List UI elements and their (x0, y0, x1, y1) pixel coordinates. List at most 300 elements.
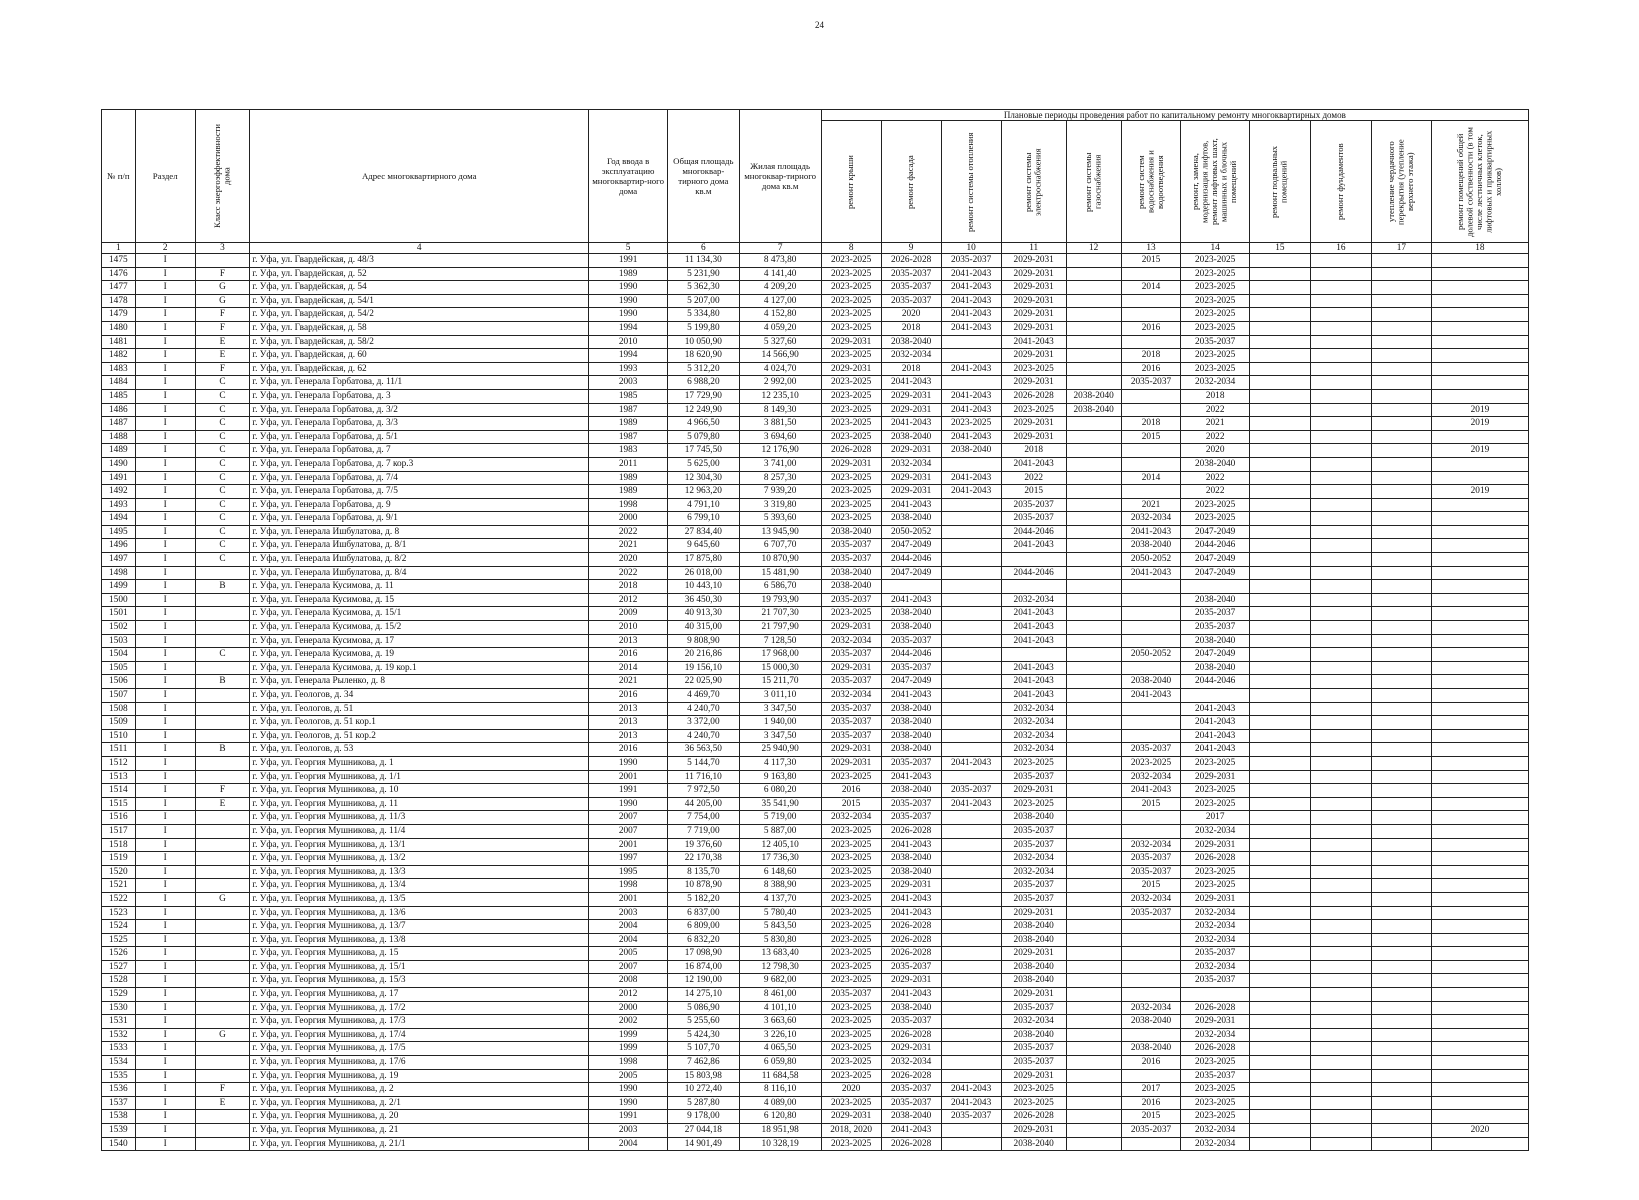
table-cell (1001, 648, 1066, 662)
table-cell: 4 152,80 (739, 308, 821, 322)
table-cell: 2015 (1121, 430, 1181, 444)
table-cell (1121, 1069, 1181, 1083)
table-cell (1066, 892, 1121, 906)
address-cell: г. Уфа, ул. Генерала Горбатова, д. 11/1 (250, 376, 589, 390)
table-cell (1310, 349, 1371, 363)
table-cell: 17 745,50 (668, 444, 740, 458)
table-cell: 1526 (102, 947, 136, 961)
table-cell: 3 011,10 (739, 689, 821, 703)
table-cell: 2035-2037 (821, 648, 881, 662)
address-cell: г. Уфа, ул. Генерала Кусимова, д. 11 (250, 580, 589, 594)
table-cell: 2038-2040 (1001, 920, 1066, 934)
column-number: 2 (135, 243, 195, 254)
table-cell: 2038-2040 (1121, 675, 1181, 689)
table-cell (1249, 1001, 1310, 1015)
table-cell (1431, 1001, 1528, 1015)
table-cell (1371, 770, 1431, 784)
address-cell: г. Уфа, ул. Генерала Горбатова, д. 3 (250, 389, 589, 403)
table-cell: 2029-2031 (1001, 308, 1066, 322)
table-cell (1371, 716, 1431, 730)
table-cell (1066, 335, 1121, 349)
table-cell: 16 874,00 (668, 960, 740, 974)
table-row (102, 865, 1529, 879)
table-cell: 2 992,00 (739, 376, 821, 390)
table-cell: 2001 (589, 770, 668, 784)
table-cell (1066, 1124, 1121, 1138)
table-cell: 2016 (1121, 321, 1181, 335)
table-row (102, 988, 1529, 1002)
table-cell: 9 682,00 (739, 974, 821, 988)
table-cell (1310, 1137, 1371, 1151)
table-cell: 2020 (821, 1083, 881, 1097)
table-cell (195, 729, 250, 743)
table-cell (1431, 335, 1528, 349)
table-cell (1431, 281, 1528, 295)
table-cell (1431, 1028, 1528, 1042)
table-cell (1371, 457, 1431, 471)
table-cell (941, 770, 1001, 784)
table-row (102, 471, 1529, 485)
table-cell (941, 675, 1001, 689)
table-cell: 2016 (821, 784, 881, 798)
table-cell (1431, 512, 1528, 526)
table-cell: 2023-2025 (821, 852, 881, 866)
table-cell: 3 226,10 (739, 1028, 821, 1042)
table-cell: 2035-2037 (881, 1083, 941, 1097)
table-cell: 2032-2034 (1001, 852, 1066, 866)
table-cell (941, 661, 1001, 675)
table-cell (1431, 865, 1528, 879)
table-cell (1371, 1028, 1431, 1042)
table-cell (1371, 689, 1431, 703)
table-cell: 1505 (102, 661, 136, 675)
table-cell: 2035-2037 (1001, 879, 1066, 893)
table-cell: 2015 (1121, 1110, 1181, 1124)
table-cell: 2023-2025 (821, 1015, 881, 1029)
table-cell (1249, 607, 1310, 621)
table-cell (1249, 824, 1310, 838)
table-cell (1066, 988, 1121, 1002)
table-cell (1066, 430, 1121, 444)
table-cell (941, 852, 1001, 866)
table-cell: 17 098,90 (668, 947, 740, 961)
table-cell (1121, 661, 1181, 675)
table-cell: 2041-2043 (1001, 621, 1066, 635)
table-cell: 1482 (102, 349, 136, 363)
table-cell (1371, 403, 1431, 417)
table-cell (1371, 824, 1431, 838)
table-cell: 2026-2028 (881, 933, 941, 947)
table-cell: 2023-2025 (821, 403, 881, 417)
table-cell: 1524 (102, 920, 136, 934)
table-cell (1431, 879, 1528, 893)
table-cell: 2038-2040 (1121, 1042, 1181, 1056)
table-cell: 2023-2025 (821, 308, 881, 322)
table-cell: 2023-2025 (1181, 797, 1249, 811)
table-cell: 1536 (102, 1083, 136, 1097)
table-cell (195, 702, 250, 716)
table-cell: F (195, 308, 250, 322)
table-cell: 4 024,70 (739, 362, 821, 376)
table-cell (1310, 838, 1371, 852)
table-cell (1310, 865, 1371, 879)
table-cell: C (195, 389, 250, 403)
table-cell: 8 473,80 (739, 254, 821, 268)
table-cell (1431, 621, 1528, 635)
table-cell (195, 1124, 250, 1138)
table-cell: 2021 (589, 539, 668, 553)
table-cell: I (135, 661, 195, 675)
table-cell: 2035-2037 (821, 988, 881, 1002)
table-cell: 1539 (102, 1124, 136, 1138)
address-cell: г. Уфа, ул. Георгия Мушникова, д. 2 (250, 1083, 589, 1097)
header-num: № п/п (102, 110, 136, 243)
header-basement: ремонт подвальных помещений (1249, 121, 1310, 243)
table-cell (1310, 512, 1371, 526)
table-cell (1249, 403, 1310, 417)
table-cell: 2023-2025 (1001, 1083, 1066, 1097)
table-cell: 2015 (1121, 254, 1181, 268)
table-cell: 27 834,40 (668, 525, 740, 539)
table-cell: 2035-2037 (1121, 906, 1181, 920)
table-cell: I (135, 947, 195, 961)
table-cell: 22 025,90 (668, 675, 740, 689)
table-cell: C (195, 485, 250, 499)
table-cell (1310, 485, 1371, 499)
table-cell (1371, 254, 1431, 268)
table-cell: 2017 (1121, 1083, 1181, 1097)
table-cell: 3 741,00 (739, 457, 821, 471)
table-cell: I (135, 1124, 195, 1138)
table-cell: C (195, 512, 250, 526)
table-cell: 2029-2031 (881, 389, 941, 403)
table-cell: 1491 (102, 471, 136, 485)
table-cell (1066, 879, 1121, 893)
table-cell: 2008 (589, 974, 668, 988)
table-cell: I (135, 471, 195, 485)
table-cell: 4 966,50 (668, 417, 740, 431)
table-cell: 2020 (589, 553, 668, 567)
table-cell: 2001 (589, 892, 668, 906)
table-cell (1310, 879, 1371, 893)
table-cell: 2038-2040 (1181, 593, 1249, 607)
table-cell: I (135, 648, 195, 662)
table-cell: I (135, 1069, 195, 1083)
table-cell (195, 906, 250, 920)
table-cell: 2023-2025 (821, 920, 881, 934)
table-row (102, 811, 1529, 825)
table-cell: 2038-2040 (881, 716, 941, 730)
table-cell: 2000 (589, 512, 668, 526)
table-row (102, 974, 1529, 988)
table-cell (1249, 838, 1310, 852)
table-cell: I (135, 335, 195, 349)
table-cell: 2026-2028 (881, 1069, 941, 1083)
table-cell (1431, 471, 1528, 485)
table-cell (1371, 349, 1431, 363)
table-cell: 2035-2037 (941, 1110, 1001, 1124)
table-cell: 2023-2025 (1001, 1096, 1066, 1110)
table-row (102, 729, 1529, 743)
table-cell: 2041-2043 (881, 417, 941, 431)
table-cell (1371, 838, 1431, 852)
table-cell: 1985 (589, 389, 668, 403)
table-cell: 4 065,50 (739, 1042, 821, 1056)
table-cell (1249, 539, 1310, 553)
table-row (102, 580, 1529, 594)
table-cell: 2035-2037 (1121, 743, 1181, 757)
table-cell (195, 811, 250, 825)
table-cell (941, 1001, 1001, 1015)
table-cell: 1485 (102, 389, 136, 403)
table-cell: 1523 (102, 906, 136, 920)
table-cell: G (195, 1028, 250, 1042)
table-cell: 2035-2037 (1181, 335, 1249, 349)
table-cell: I (135, 879, 195, 893)
table-cell: E (195, 335, 250, 349)
table-cell: 1532 (102, 1028, 136, 1042)
table-cell: 9 808,90 (668, 634, 740, 648)
table-cell (1121, 621, 1181, 635)
table-cell: 2023-2025 (1181, 784, 1249, 798)
table-cell: 12 176,90 (739, 444, 821, 458)
table-cell (195, 1069, 250, 1083)
table-cell: 2041-2043 (881, 498, 941, 512)
table-cell (941, 539, 1001, 553)
table-cell: 2038-2040 (1001, 811, 1066, 825)
table-cell (941, 349, 1001, 363)
table-cell: 2041-2043 (1001, 661, 1066, 675)
table-cell: 2041-2043 (941, 430, 1001, 444)
table-cell (1066, 1083, 1121, 1097)
table-cell (195, 689, 250, 703)
table-cell (941, 512, 1001, 526)
table-cell (1066, 716, 1121, 730)
table-cell: 1501 (102, 607, 136, 621)
table-cell (1249, 512, 1310, 526)
table-cell: 2029-2031 (1181, 1015, 1249, 1029)
table-cell: 2047-2049 (1181, 525, 1249, 539)
table-row (102, 566, 1529, 580)
table-cell (1066, 634, 1121, 648)
table-cell (1431, 321, 1528, 335)
table-cell (1371, 621, 1431, 635)
table-cell (1431, 457, 1528, 471)
table-cell: 9 163,80 (739, 770, 821, 784)
table-cell: I (135, 675, 195, 689)
table-cell: I (135, 852, 195, 866)
table-cell: 3 881,50 (739, 417, 821, 431)
table-cell: I (135, 824, 195, 838)
table-cell: 4 059,20 (739, 321, 821, 335)
header-living-area: Жилая площадь многоквар-тирного дома кв.м (739, 110, 821, 243)
table-cell: 2023-2025 (821, 947, 881, 961)
table-cell (1310, 1083, 1371, 1097)
table-cell: 2012 (589, 988, 668, 1002)
table-cell: 2041-2043 (941, 1096, 1001, 1110)
table-cell (1121, 457, 1181, 471)
table-cell: 14 566,90 (739, 349, 821, 363)
table-cell (1066, 756, 1121, 770)
table-cell (941, 920, 1001, 934)
table-cell (941, 648, 1001, 662)
table-cell: 2035-2037 (881, 267, 941, 281)
table-cell: 1530 (102, 1001, 136, 1015)
table-cell (1310, 539, 1371, 553)
table-cell (941, 1056, 1001, 1070)
table-cell: 17 968,00 (739, 648, 821, 662)
table-cell: 10 878,90 (668, 879, 740, 893)
table-cell (1249, 457, 1310, 471)
table-cell (941, 1015, 1001, 1029)
table-cell: 1522 (102, 892, 136, 906)
table-cell (195, 879, 250, 893)
table-cell: 5 255,60 (668, 1015, 740, 1029)
table-cell (1310, 525, 1371, 539)
address-cell: г. Уфа, ул. Георгия Мушникова, д. 15 (250, 947, 589, 961)
table-cell: 1494 (102, 512, 136, 526)
table-cell: 7 939,20 (739, 485, 821, 499)
table-row (102, 389, 1529, 403)
table-cell: 2035-2037 (821, 729, 881, 743)
table-cell: 2029-2031 (881, 1042, 941, 1056)
table-cell: 2013 (589, 729, 668, 743)
table-cell (1121, 1028, 1181, 1042)
table-cell (195, 920, 250, 934)
table-cell (1310, 1096, 1371, 1110)
table-row (102, 553, 1529, 567)
table-cell: 2041-2043 (1181, 729, 1249, 743)
column-number: 4 (250, 243, 589, 254)
table-cell: 2013 (589, 634, 668, 648)
address-cell: г. Уфа, ул. Генерала Горбатова, д. 9 (250, 498, 589, 512)
table-row (102, 770, 1529, 784)
table-cell: 2035-2037 (1001, 1056, 1066, 1070)
table-cell: 2020 (1431, 1124, 1528, 1138)
table-cell (941, 607, 1001, 621)
table-cell (941, 498, 1001, 512)
table-cell: 2029-2031 (881, 403, 941, 417)
table-cell: I (135, 498, 195, 512)
table-cell: 2000 (589, 1001, 668, 1015)
table-cell: 2032-2034 (881, 1056, 941, 1070)
table-cell: 2029-2031 (1001, 430, 1066, 444)
table-cell: 18 620,90 (668, 349, 740, 363)
table-cell (1181, 580, 1249, 594)
table-cell: 2035-2037 (1001, 1042, 1066, 1056)
address-cell: г. Уфа, ул. Генерала Ишбулатова, д. 8/1 (250, 539, 589, 553)
table-cell: 2032-2034 (1181, 824, 1249, 838)
table-cell: 2038-2040 (881, 621, 941, 635)
header-common-premises: ремонт помещений общей долевой собственности (в том числе лестничных клеток, лифтовых и приквартирных холлов) (1431, 121, 1528, 243)
table-cell (1066, 729, 1121, 743)
table-row (102, 349, 1529, 363)
table-cell (1310, 607, 1371, 621)
table-row (102, 308, 1529, 322)
table-cell (1121, 308, 1181, 322)
address-cell: г. Уфа, ул. Генерала Ишбулатова, д. 8/2 (250, 553, 589, 567)
table-cell: 2022 (1181, 430, 1249, 444)
table-cell: 2023-2025 (1001, 756, 1066, 770)
table-cell: 2018 (1121, 417, 1181, 431)
table-cell: 2026-2028 (1001, 389, 1066, 403)
table-cell: 2015 (1121, 879, 1181, 893)
column-number: 11 (1001, 243, 1066, 254)
table-cell (1431, 566, 1528, 580)
table-cell: 8 135,70 (668, 865, 740, 879)
table-cell (1371, 743, 1431, 757)
table-cell: I (135, 1028, 195, 1042)
table-cell (1066, 321, 1121, 335)
table-cell (1371, 1042, 1431, 1056)
table-cell (1310, 960, 1371, 974)
table-cell: 15 481,90 (739, 566, 821, 580)
table-cell: 2029-2031 (1001, 784, 1066, 798)
table-cell (1066, 566, 1121, 580)
table-cell (1066, 593, 1121, 607)
table-cell: 5 182,20 (668, 892, 740, 906)
table-cell: I (135, 1110, 195, 1124)
table-cell: 2041-2043 (941, 1083, 1001, 1097)
table-cell: 2035-2037 (1001, 512, 1066, 526)
table-cell (1371, 906, 1431, 920)
table-cell (1249, 389, 1310, 403)
table-row (102, 539, 1529, 553)
table-cell (1310, 1028, 1371, 1042)
table-cell: 2035-2037 (1181, 947, 1249, 961)
table-cell: 2035-2037 (1001, 824, 1066, 838)
table-cell (1310, 797, 1371, 811)
address-cell: г. Уфа, ул. Георгия Мушникова, д. 17/3 (250, 1015, 589, 1029)
column-number: 10 (941, 243, 1001, 254)
table-cell: 6 799,10 (668, 512, 740, 526)
table-cell: 2023-2025 (1181, 321, 1249, 335)
address-cell: г. Уфа, ул. Георгия Мушникова, д. 21/1 (250, 1137, 589, 1151)
table-cell: 2035-2037 (1001, 838, 1066, 852)
table-cell (1121, 389, 1181, 403)
table-cell: 2035-2037 (941, 254, 1001, 268)
table-cell (941, 988, 1001, 1002)
table-cell (1066, 539, 1121, 553)
table-cell: 1518 (102, 838, 136, 852)
table-cell: 1487 (102, 417, 136, 431)
table-cell: 2035-2037 (1181, 1069, 1249, 1083)
table-cell (1431, 607, 1528, 621)
table-cell: 1509 (102, 716, 136, 730)
table-cell: 9 645,60 (668, 539, 740, 553)
table-body (102, 254, 1529, 1151)
table-cell (1249, 349, 1310, 363)
table-cell (1121, 593, 1181, 607)
table-cell (1121, 960, 1181, 974)
table-cell: I (135, 389, 195, 403)
address-cell: г. Уфа, ул. Георгия Мушникова, д. 2/1 (250, 1096, 589, 1110)
table-cell: 2044-2046 (1181, 539, 1249, 553)
table-cell: 2026-2028 (1181, 852, 1249, 866)
table-cell (1249, 1069, 1310, 1083)
table-cell (195, 621, 250, 635)
table-cell (1249, 906, 1310, 920)
table-cell: I (135, 607, 195, 621)
table-cell (1249, 281, 1310, 295)
table-cell: 2041-2043 (941, 797, 1001, 811)
table-cell: 15 211,70 (739, 675, 821, 689)
table-cell (1431, 661, 1528, 675)
table-cell (1249, 1056, 1310, 1070)
table-cell: 2029-2031 (881, 471, 941, 485)
table-cell: 2041-2043 (1181, 716, 1249, 730)
table-cell (195, 974, 250, 988)
